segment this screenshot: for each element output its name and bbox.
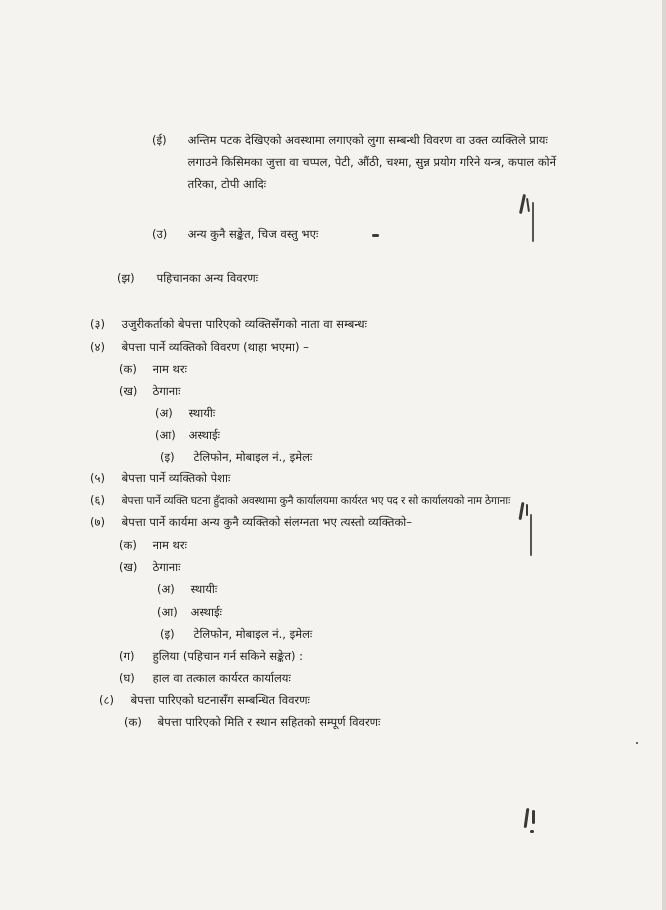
item-marker: (इ) — [160, 627, 175, 641]
item-marker: (अ) — [155, 406, 173, 420]
item-marker: (इ) — [160, 450, 175, 464]
item-marker: (८) — [99, 693, 114, 707]
item-jha-other-identification — [117, 270, 258, 286]
item-text: नाम थरः — [152, 362, 187, 376]
item-3-relation — [90, 316, 367, 332]
item-text: टेलिफोन, मोबाइल नं., इमेलः — [193, 450, 313, 464]
item-7-aa-temporary — [157, 604, 222, 620]
item-7-kha-address — [119, 559, 180, 575]
ink-mark — [522, 806, 542, 840]
item-4-aa-temporary — [155, 427, 220, 443]
item-marker: (क) — [124, 715, 142, 729]
item-text: हाल वा तत्काल कार्यरत कार्यालयः — [152, 671, 291, 685]
item-marker: (४) — [90, 340, 105, 354]
item-text: ठेगानाः — [152, 384, 181, 398]
item-6-office-position — [90, 492, 510, 509]
item-ii-last-seen-clothing — [152, 132, 578, 195]
ink-dot — [636, 742, 639, 745]
item-text: अस्थाईः — [188, 428, 220, 442]
item-text: नाम थरः — [152, 538, 187, 552]
item-7-others-involved — [90, 514, 412, 530]
item-text: अस्थाईः — [190, 605, 222, 619]
item-marker: (३) — [90, 317, 105, 331]
item-text: अन्य कुनै सङ्केत, चिज वस्तु भएः — [187, 227, 319, 241]
item-4-i-contact — [160, 449, 312, 465]
item-u-other-marks — [152, 226, 318, 242]
item-marker: (आ) — [155, 428, 176, 442]
item-marker: (ख) — [119, 560, 138, 574]
item-5-occupation — [90, 470, 230, 486]
item-text: बेपत्ता पारिएको घटनासँग सम्बन्धित विवरणः — [130, 693, 310, 707]
item-4-ka-name — [119, 361, 187, 377]
item-text: ठेगानाः — [152, 560, 181, 574]
ink-mark — [518, 192, 538, 246]
page-edge-shadow — [662, 0, 666, 910]
item-4-a-permanent — [155, 405, 215, 421]
item-text: बेपत्ता पार्ने कार्यमा अन्य कुनै व्यक्तिको संलग्नता भए त्यस्तो व्यक्तिको– — [121, 515, 413, 529]
item-7-ga-description — [119, 648, 303, 664]
ink-mark — [516, 500, 536, 560]
item-marker: (आ) — [157, 605, 178, 619]
item-text: बेपत्ता पार्ने व्यक्ति घटना हुँदाको अवस्थामा कुनै कार्यालयमा कार्यरत भए पद र सो कार्यालयको नाम ठेगानाः — [121, 495, 511, 507]
item-marker: (५) — [90, 471, 105, 485]
item-marker: (क) — [119, 538, 137, 552]
item-7-gha-office — [119, 670, 291, 686]
item-marker: (उ) — [152, 227, 168, 241]
item-marker: (ग) — [119, 649, 135, 663]
item-7-a-permanent — [157, 581, 217, 597]
item-marker: (ख) — [119, 384, 138, 398]
item-text: स्थायीः — [188, 406, 216, 420]
item-4-perpetrator-details — [90, 339, 309, 355]
item-marker: (ई) — [152, 133, 167, 147]
item-text: स्थायीः — [190, 582, 218, 596]
item-marker: (झ) — [117, 271, 135, 285]
item-text: बेपत्ता पार्ने व्यक्तिको पेशाः — [121, 471, 231, 485]
item-marker: (७) — [90, 515, 105, 529]
item-4-kha-address — [119, 383, 180, 399]
item-text: बेपत्ता पार्ने व्यक्तिको विवरण (थाहा भएमा) – — [121, 340, 309, 354]
item-text: अन्तिम पटक देखिएको अवस्थामा लगाएको लुगा सम्बन्धी विवरण वा उक्त व्यक्तिले प्रायः लगाउने किसिमका जुत्ता वा चप्पल, पेटी, औंठी, चश्मा, सुन्न प्रयोग गरिने यन्त्र, कपाल कोर्ने तरिका, टोपी आदिः — [187, 133, 557, 191]
item-marker: (घ) — [119, 671, 135, 685]
item-8-incident-details — [99, 692, 310, 708]
item-text: हुलिया (पहिचान गर्न सकिने सङ्केत) : — [152, 649, 304, 663]
item-text: टेलिफोन, मोबाइल नं., इमेलः — [193, 627, 313, 641]
item-7-ka-name — [119, 537, 187, 553]
item-marker: (अ) — [157, 582, 175, 596]
ink-dot — [372, 234, 380, 238]
item-marker: (६) — [90, 493, 105, 507]
item-7-i-contact — [160, 626, 312, 642]
item-marker: (क) — [119, 362, 137, 376]
item-8-ka-date-place — [124, 714, 380, 730]
item-text: बेपत्ता पारिएको मिति र स्थान सहितको सम्पूर्ण विवरणः — [157, 715, 381, 729]
item-text: उजुरीकर्ताको बेपत्ता पारिएको व्यक्तिसँगको नाता वा सम्बन्धः — [121, 317, 367, 331]
item-text: पहिचानका अन्य विवरणः — [156, 271, 259, 285]
